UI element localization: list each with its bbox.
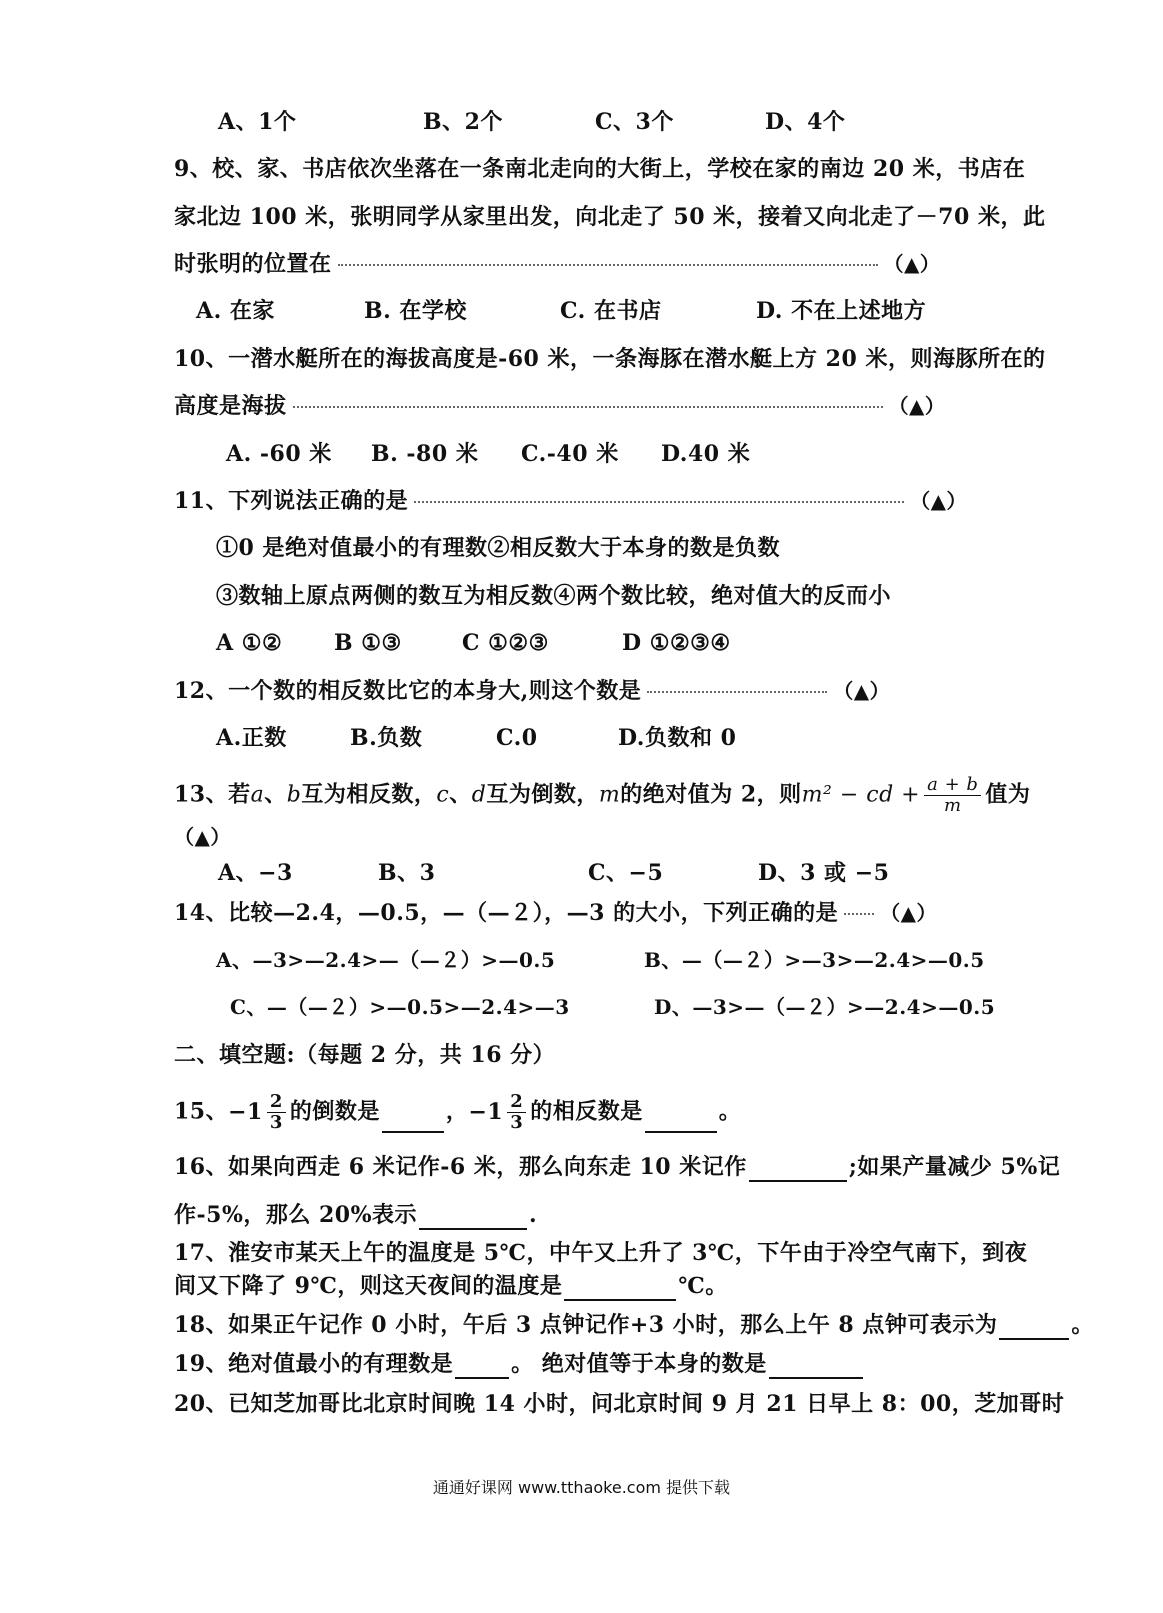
q15-period: 。 — [718, 1098, 742, 1125]
q15-whole-2: −1 — [468, 1098, 504, 1125]
q19-text-2: 。 绝对值等于本身的数是 — [511, 1351, 767, 1377]
q15-mixed-number-2 — [468, 1091, 530, 1133]
q10-option-c: C.-40 米 — [521, 441, 619, 467]
q16-answer-blank-2[interactable] — [419, 1208, 527, 1230]
q13-fraction-denominator: m — [943, 795, 962, 816]
leader-dots — [293, 406, 883, 408]
q9-option-d: D. 不在上述地方 — [756, 298, 927, 324]
q15-numerator-1: 2 — [267, 1092, 286, 1113]
q14-answer-mark: （▲） — [880, 901, 938, 925]
q14-option-b: B、—（—２）>—3>—2.4>—0.5 — [644, 948, 985, 972]
q14-option-d: D、—3>—（—２）>—2.4>—0.5 — [654, 995, 996, 1019]
q13-var-d: d — [471, 782, 487, 808]
q10-line1: 10、一潜水艇所在的海拔高度是-60 米，一条海豚在潜水艇上方 20 米，则海豚所在的 — [174, 346, 1046, 372]
q10-stem-end: 高度是海拔 — [174, 393, 287, 419]
q11-options — [216, 628, 731, 658]
q13-text-4: 的绝对值为 2，则 — [620, 781, 802, 808]
q15-answer-blank-1[interactable] — [382, 1111, 444, 1133]
q13-options — [218, 858, 889, 888]
q14-options-row1 — [216, 945, 985, 975]
q14-stem: 14、比较—2.4，—0.5，—（—２），—3 的大小，下列正确的是 — [174, 900, 839, 926]
q17-text-2: ℃。 — [678, 1273, 728, 1299]
q19-text-1: 19、绝对值最小的有理数是 — [174, 1351, 454, 1377]
q9-line2: 家北边 100 米，张明同学从家里出发，向北走了 50 米，接着又向北走了－70 米，此 — [174, 204, 1046, 230]
q13-sep-1: 、 — [264, 781, 287, 808]
q13-option-c: C、−5 — [588, 860, 664, 886]
q13-mark-line — [174, 822, 231, 852]
q17-line2 — [174, 1271, 728, 1301]
q18-text-2: 。 — [1071, 1312, 1094, 1338]
q12-option-a: A.正数 — [216, 725, 287, 751]
q16-text-1: 16、如果向西走 6 米记作-6 米，那么向东走 10 米记作 — [174, 1154, 747, 1180]
q13-fraction — [924, 775, 981, 816]
q8-option-c: C、3个 — [595, 109, 674, 135]
q13-var-a: a — [250, 782, 265, 808]
q13-option-d: D、3 或 −5 — [758, 860, 890, 886]
q19-answer-blank-1[interactable] — [455, 1357, 509, 1379]
q16-text-2: ;如果产量减少 5%记 — [848, 1154, 1061, 1180]
q15-comma: ， — [445, 1098, 469, 1125]
q10-answer-mark: （▲） — [888, 394, 946, 418]
q8-option-d: D、4个 — [765, 109, 846, 135]
q12-options — [216, 723, 736, 753]
q9-line1: 9、校、家、书店依次坐落在一条南北走向的大街上，学校在家的南边 20 米，书店在 — [174, 156, 1026, 182]
q11-option-d: D ①②③④ — [622, 630, 731, 656]
q10-option-b: B. -80 米 — [371, 441, 479, 467]
q15-line — [174, 1092, 741, 1133]
q13-var-b: b — [286, 782, 302, 808]
q13-text-3: 互为倒数， — [486, 781, 599, 808]
q8-option-a: A、1个 — [218, 109, 297, 135]
q11-option-a: A ①② — [216, 630, 283, 656]
q20-line1: 20、已知芝加哥比北京时间晚 14 小时，问北京时间 9 月 21 日早上 8：00，芝加哥时 — [174, 1391, 1065, 1417]
q12-line1 — [174, 676, 890, 706]
q13-option-b: B、3 — [378, 860, 436, 886]
q13-option-a: A、−3 — [218, 860, 293, 886]
q16-text-4: . — [529, 1202, 538, 1228]
q9-stem-end: 时张明的位置在 — [174, 251, 332, 277]
q9-line3 — [174, 249, 940, 279]
q15-fraction-2 — [507, 1092, 526, 1133]
q13-answer-mark: （▲） — [174, 825, 231, 849]
q11-line1 — [174, 486, 967, 516]
q15-whole-1: −1 — [228, 1098, 263, 1125]
q15-denominator-2: 3 — [510, 1112, 524, 1133]
q11-option-c: C ①②③ — [462, 630, 549, 656]
q15-numerator-2: 2 — [507, 1092, 526, 1113]
q14-options-row2 — [230, 992, 995, 1022]
q13-text-2: 互为相反数， — [301, 781, 437, 808]
q15-text-reciprocal: 的倒数是 — [289, 1098, 380, 1125]
q9-option-c: C. 在书店 — [560, 298, 662, 324]
q13-var-c: c — [436, 782, 450, 808]
q11-statement-2: ③数轴上原点两侧的数互为相反数④两个数比较，绝对值大的反而小 — [216, 583, 892, 609]
q13-text-1: 13、若 — [174, 781, 251, 808]
q18-line — [174, 1310, 1094, 1340]
q14-option-a: A、—3>—2.4>—（—２）>—0.5 — [216, 948, 556, 972]
q19-answer-blank-2[interactable] — [769, 1357, 863, 1379]
leader-dots — [647, 691, 827, 693]
q9-option-b: B. 在学校 — [364, 298, 467, 324]
q9-answer-mark: （▲） — [883, 252, 941, 276]
q13-sep-2: 、 — [449, 781, 472, 808]
q17-text-1: 间又下降了 9℃，则这天夜间的温度是 — [174, 1273, 563, 1299]
q11-answer-mark: （▲） — [910, 489, 968, 513]
q9-option-a: A. 在家 — [196, 298, 275, 324]
q11-option-b: B ①③ — [334, 630, 402, 656]
q15-mixed-number-1 — [228, 1091, 290, 1133]
q13-expression: m² − cd + — [801, 782, 921, 808]
q13-line1 — [174, 775, 1030, 816]
q10-option-d: D.40 米 — [661, 441, 751, 467]
q17-answer-blank[interactable] — [564, 1279, 676, 1301]
q12-option-b: B.负数 — [350, 725, 423, 751]
q16-line2 — [174, 1200, 537, 1230]
q16-answer-blank-1[interactable] — [749, 1160, 847, 1182]
q15-answer-blank-2[interactable] — [645, 1111, 717, 1133]
q15-text-opposite: 的相反数是 — [530, 1098, 643, 1125]
q18-answer-blank[interactable] — [999, 1318, 1069, 1340]
q18-text-1: 18、如果正午记作 0 小时，午后 3 点钟记作+3 小时，那么上午 8 点钟可表示为 — [174, 1312, 998, 1338]
q12-stem: 12、一个数的相反数比它的本身大,则这个数是 — [174, 678, 642, 704]
q11-statement-1: ①0 是绝对值最小的有理数②相反数大于本身的数是负数 — [216, 535, 780, 561]
q9-options — [196, 296, 926, 326]
q10-option-a: A. -60 米 — [226, 441, 332, 467]
q12-option-c: C.0 — [496, 725, 538, 751]
page-footer: 通通好课网 www.tthaoke.com 提供下载 — [432, 1478, 731, 1497]
q15-denominator-1: 3 — [269, 1112, 283, 1133]
leader-dots — [844, 913, 874, 915]
q19-line — [174, 1349, 865, 1379]
q15-fraction-1 — [267, 1092, 286, 1133]
q14-line1 — [174, 898, 937, 928]
q16-line1 — [174, 1152, 1060, 1182]
section-fill-in-blank-heading: 二、填空题:（每题 2 分，共 16 分） — [174, 1042, 556, 1068]
q14-option-c: C、—（—２）>—0.5>—2.4>—3 — [230, 995, 570, 1019]
q17-line1: 17、淮安市某天上午的温度是 5℃，中午又上升了 3℃，下午由于冷空气南下，到夜 — [174, 1240, 1028, 1266]
q10-options — [226, 439, 750, 469]
q10-line2 — [174, 391, 945, 421]
leader-dots — [338, 264, 878, 266]
q12-option-d: D.负数和 0 — [618, 725, 737, 751]
q13-fraction-numerator: a + b — [924, 775, 981, 796]
q8-options — [218, 107, 845, 137]
q15-number: 15、 — [174, 1098, 229, 1125]
q13-var-m: m — [598, 782, 621, 808]
q16-text-3: 作-5%，那么 20%表示 — [174, 1202, 418, 1228]
q8-option-b: B、2个 — [423, 109, 503, 135]
q12-answer-mark: （▲） — [833, 679, 891, 703]
q11-stem: 11、下列说法正确的是 — [174, 488, 409, 514]
leader-dots — [414, 501, 904, 503]
q13-text-5: 值为 — [985, 781, 1031, 808]
